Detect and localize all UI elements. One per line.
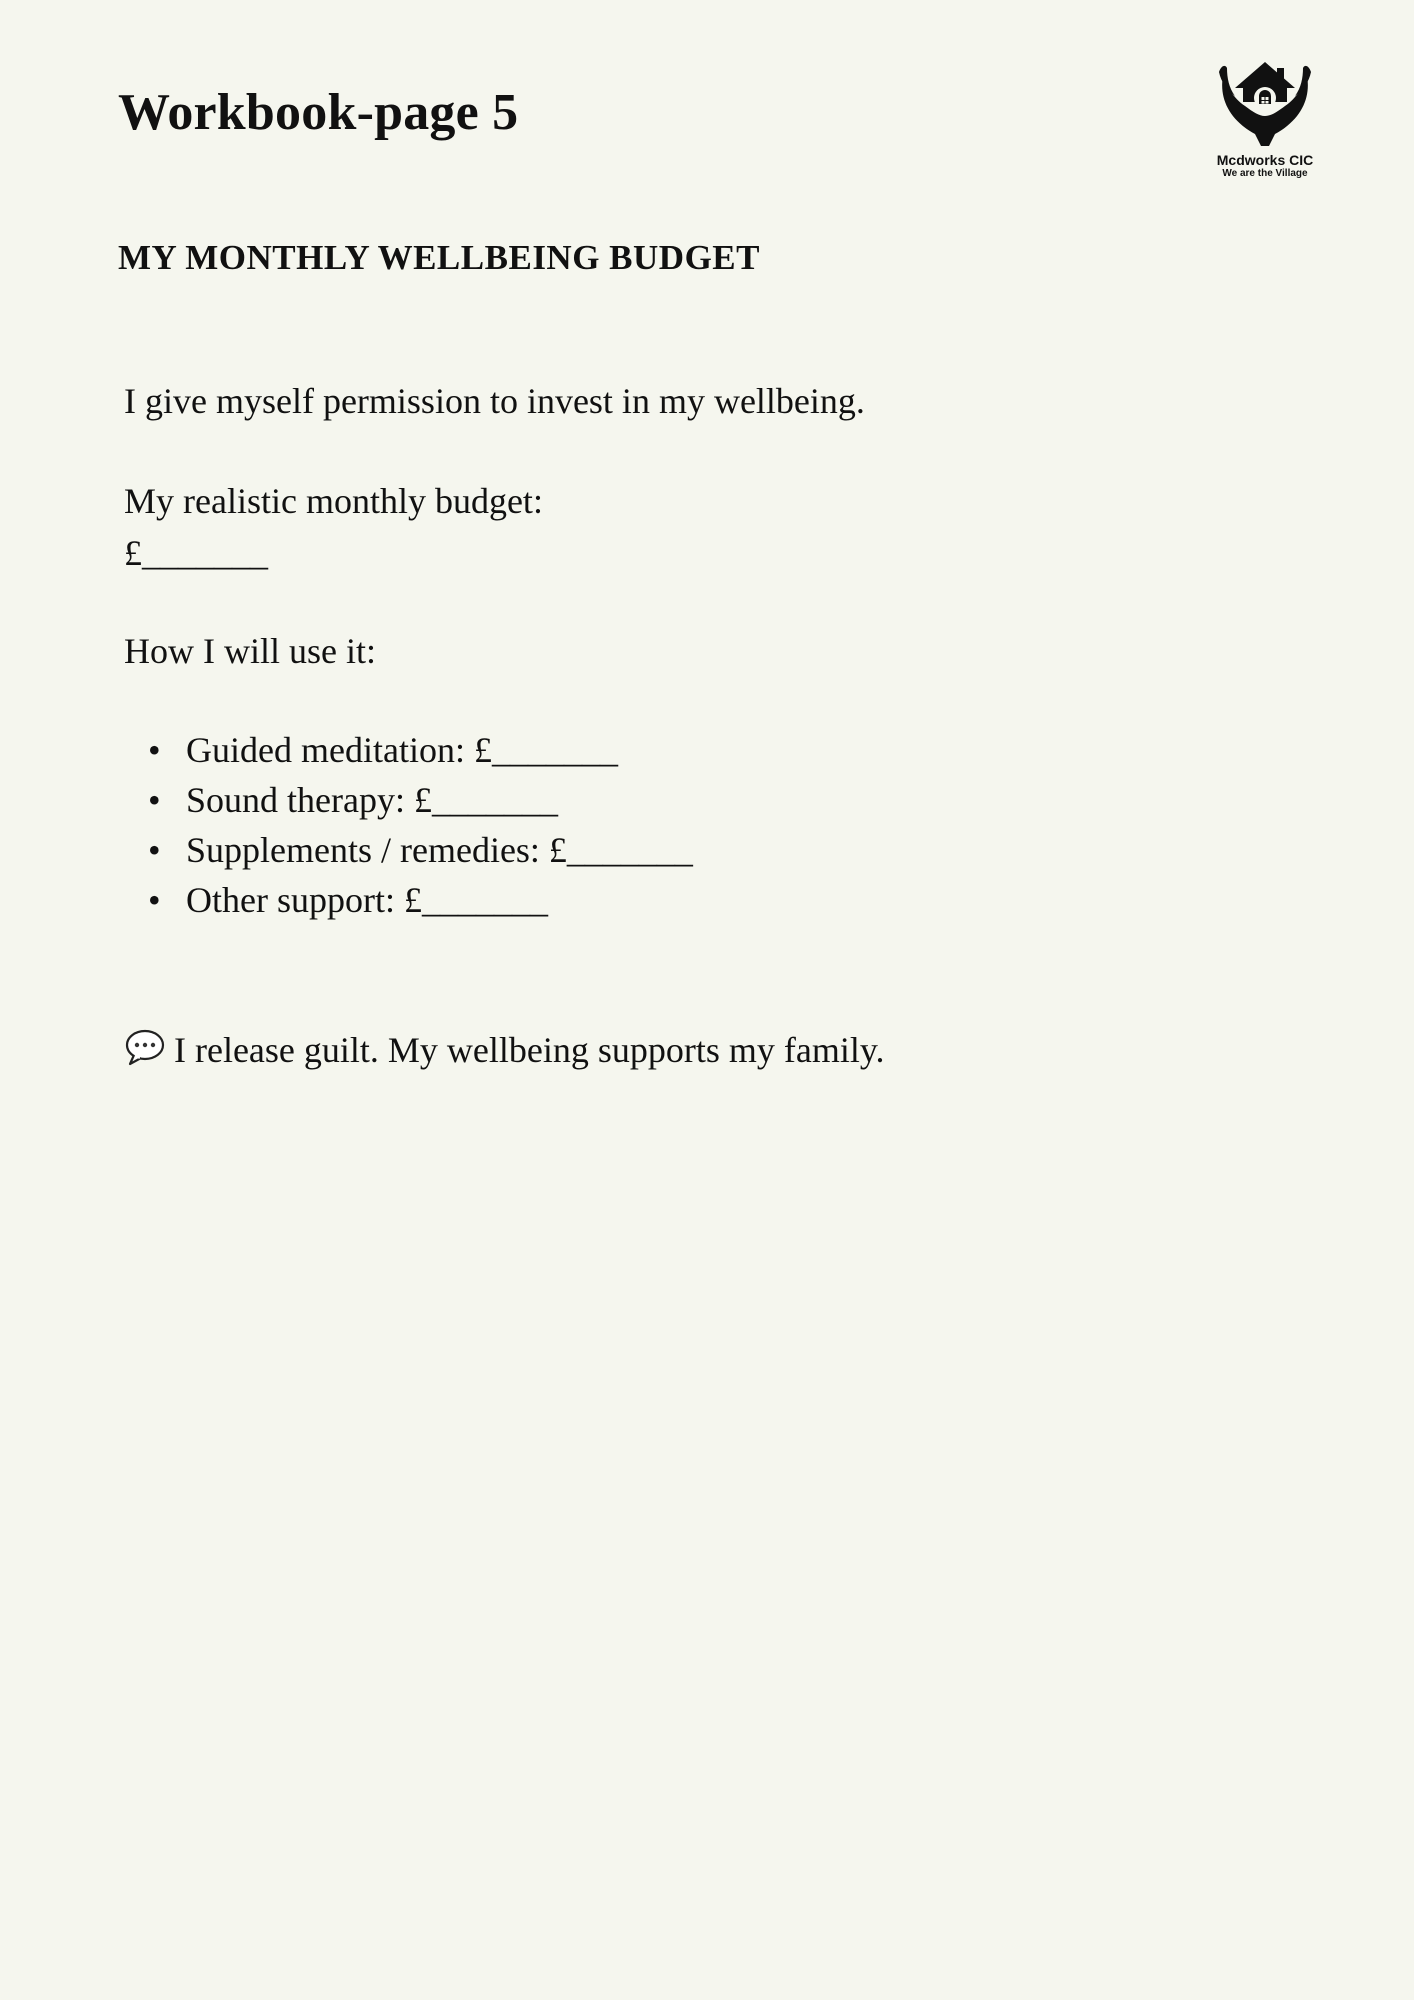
- speech-bubble-icon: [124, 1028, 166, 1079]
- logo-tagline: We are the Village: [1222, 168, 1308, 179]
- bullet-icon: •: [148, 780, 161, 820]
- logo-name: Mcdworks CIC: [1216, 152, 1314, 168]
- list-item-label: Guided meditation: £_______: [186, 730, 618, 770]
- use-label: How I will use it:: [124, 631, 376, 671]
- intro-text: I give myself permission to invest in my wellbeing.: [124, 381, 865, 421]
- list-item: [124, 775, 693, 825]
- list-item-label: Other support: £_______: [186, 880, 548, 920]
- use-list: [124, 725, 693, 925]
- hands-house-icon: [1215, 58, 1315, 150]
- bullet-icon: •: [148, 880, 161, 920]
- page-title: Workbook-page 5: [118, 84, 519, 141]
- list-item: [124, 725, 693, 775]
- bullet-icon: •: [148, 830, 161, 870]
- budget-blank: £_______: [124, 533, 268, 573]
- organization-logo: [1200, 58, 1330, 180]
- list-item: [124, 875, 693, 925]
- affirmation: [124, 1025, 885, 1079]
- list-item-label: Sound therapy: £_______: [186, 780, 558, 820]
- affirmation-text: I release guilt. My wellbeing supports my family.: [174, 1030, 885, 1070]
- section-heading: MY MONTHLY WELLBEING BUDGET: [118, 238, 760, 277]
- list-item: [124, 825, 693, 875]
- list-item-label: Supplements / remedies: £_______: [186, 830, 693, 870]
- budget-label: My realistic monthly budget:: [124, 481, 543, 521]
- bullet-icon: •: [148, 730, 161, 770]
